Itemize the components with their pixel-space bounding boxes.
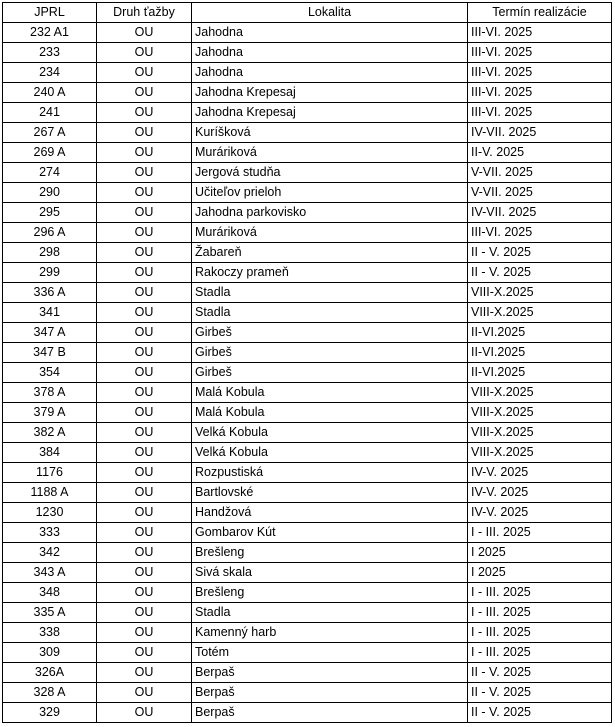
- cell-lokalita: Stadla: [192, 603, 468, 623]
- cell-druh-tazby: OU: [97, 283, 192, 303]
- table-row: [3, 163, 612, 183]
- cell-jprl: 309: [3, 643, 97, 663]
- cell-lokalita: Berpaš: [192, 663, 468, 683]
- table-row: [3, 343, 612, 363]
- cell-jprl: 341: [3, 303, 97, 323]
- cell-lokalita: Rakoczy prameň: [192, 263, 468, 283]
- table-row: [3, 283, 612, 303]
- cell-termin-realizacie: IV-VII. 2025: [468, 123, 612, 143]
- cell-druh-tazby: OU: [97, 123, 192, 143]
- cell-jprl: 354: [3, 363, 97, 383]
- cell-termin-realizacie: VIII-X.2025: [468, 383, 612, 403]
- table-row: [3, 643, 612, 663]
- cell-lokalita: Velká Kobula: [192, 443, 468, 463]
- cell-jprl: 329: [3, 703, 97, 723]
- table-row: [3, 683, 612, 703]
- cell-lokalita: Jahodna Krepesaj: [192, 103, 468, 123]
- cell-druh-tazby: OU: [97, 23, 192, 43]
- cell-druh-tazby: OU: [97, 83, 192, 103]
- table-row: [3, 563, 612, 583]
- cell-termin-realizacie: II-V. 2025: [468, 143, 612, 163]
- cell-jprl: 298: [3, 243, 97, 263]
- cell-termin-realizacie: II - V. 2025: [468, 663, 612, 683]
- cell-druh-tazby: OU: [97, 443, 192, 463]
- cell-termin-realizacie: II-VI.2025: [468, 343, 612, 363]
- table-row: [3, 63, 612, 83]
- cell-termin-realizacie: IV-V. 2025: [468, 503, 612, 523]
- cell-druh-tazby: OU: [97, 523, 192, 543]
- table-row: [3, 223, 612, 243]
- cell-druh-tazby: OU: [97, 423, 192, 443]
- cell-jprl: 326A: [3, 663, 97, 683]
- cell-druh-tazby: OU: [97, 483, 192, 503]
- table-row: [3, 523, 612, 543]
- table-row: [3, 603, 612, 623]
- cell-druh-tazby: OU: [97, 263, 192, 283]
- cell-termin-realizacie: V-VII. 2025: [468, 183, 612, 203]
- cell-jprl: 240 A: [3, 83, 97, 103]
- cell-termin-realizacie: VIII-X.2025: [468, 403, 612, 423]
- cell-lokalita: Žabareň: [192, 243, 468, 263]
- cell-lokalita: Gombarov Kút: [192, 523, 468, 543]
- cell-lokalita: Handžová: [192, 503, 468, 523]
- cell-jprl: 343 A: [3, 563, 97, 583]
- cell-termin-realizacie: IV-V. 2025: [468, 463, 612, 483]
- cell-druh-tazby: OU: [97, 683, 192, 703]
- cell-lokalita: Stadla: [192, 303, 468, 323]
- cell-lokalita: Muráriková: [192, 223, 468, 243]
- cell-termin-realizacie: IV-VII. 2025: [468, 203, 612, 223]
- header-druh-tazby: Druh ťažby: [97, 3, 192, 23]
- cell-druh-tazby: OU: [97, 703, 192, 723]
- cell-termin-realizacie: II - V. 2025: [468, 263, 612, 283]
- cell-druh-tazby: OU: [97, 543, 192, 563]
- table-row: [3, 483, 612, 503]
- table-row: [3, 463, 612, 483]
- table-row: [3, 423, 612, 443]
- cell-jprl: 347 A: [3, 323, 97, 343]
- cell-jprl: 333: [3, 523, 97, 543]
- cell-druh-tazby: OU: [97, 643, 192, 663]
- cell-jprl: 274: [3, 163, 97, 183]
- cell-lokalita: Muráriková: [192, 143, 468, 163]
- cell-druh-tazby: OU: [97, 583, 192, 603]
- harvest-schedule-table: [2, 2, 612, 723]
- cell-lokalita: Rozpustiská: [192, 463, 468, 483]
- cell-jprl: 295: [3, 203, 97, 223]
- cell-termin-realizacie: VIII-X.2025: [468, 303, 612, 323]
- cell-jprl: 234: [3, 63, 97, 83]
- cell-lokalita: Girbeš: [192, 323, 468, 343]
- cell-jprl: 336 A: [3, 283, 97, 303]
- cell-druh-tazby: OU: [97, 663, 192, 683]
- table-row: [3, 363, 612, 383]
- cell-termin-realizacie: II - V. 2025: [468, 243, 612, 263]
- header-row: [3, 3, 612, 23]
- cell-lokalita: Girbeš: [192, 363, 468, 383]
- cell-lokalita: Kuríšková: [192, 123, 468, 143]
- cell-jprl: 348: [3, 583, 97, 603]
- table-row: [3, 143, 612, 163]
- cell-druh-tazby: OU: [97, 103, 192, 123]
- cell-termin-realizacie: II-VI.2025: [468, 323, 612, 343]
- table-row: [3, 583, 612, 603]
- cell-lokalita: Velká Kobula: [192, 423, 468, 443]
- table-row: [3, 403, 612, 423]
- cell-druh-tazby: OU: [97, 563, 192, 583]
- cell-druh-tazby: OU: [97, 163, 192, 183]
- cell-jprl: 379 A: [3, 403, 97, 423]
- cell-jprl: 232 A1: [3, 23, 97, 43]
- cell-lokalita: Jahodna: [192, 23, 468, 43]
- cell-jprl: 338: [3, 623, 97, 643]
- cell-lokalita: Girbeš: [192, 343, 468, 363]
- cell-jprl: 328 A: [3, 683, 97, 703]
- cell-lokalita: Brešleng: [192, 583, 468, 603]
- cell-druh-tazby: OU: [97, 183, 192, 203]
- cell-termin-realizacie: III-VI. 2025: [468, 223, 612, 243]
- cell-lokalita: Sivá skala: [192, 563, 468, 583]
- cell-jprl: 384: [3, 443, 97, 463]
- cell-lokalita: Totém: [192, 643, 468, 663]
- cell-druh-tazby: OU: [97, 363, 192, 383]
- cell-druh-tazby: OU: [97, 463, 192, 483]
- cell-termin-realizacie: III-VI. 2025: [468, 23, 612, 43]
- table-row: [3, 263, 612, 283]
- cell-lokalita: Bartlovské: [192, 483, 468, 503]
- cell-jprl: 342: [3, 543, 97, 563]
- table-row: [3, 303, 612, 323]
- table-row: [3, 623, 612, 643]
- cell-lokalita: Jergová studňa: [192, 163, 468, 183]
- cell-termin-realizacie: III-VI. 2025: [468, 63, 612, 83]
- table-row: [3, 443, 612, 463]
- cell-druh-tazby: OU: [97, 43, 192, 63]
- cell-termin-realizacie: VIII-X.2025: [468, 443, 612, 463]
- cell-lokalita: Učiteľov prieloh: [192, 183, 468, 203]
- cell-jprl: 267 A: [3, 123, 97, 143]
- cell-termin-realizacie: II - V. 2025: [468, 703, 612, 723]
- cell-jprl: 299: [3, 263, 97, 283]
- cell-lokalita: Jahodna parkovisko: [192, 203, 468, 223]
- table-row: [3, 703, 612, 723]
- cell-termin-realizacie: I - III. 2025: [468, 583, 612, 603]
- cell-jprl: 1176: [3, 463, 97, 483]
- cell-jprl: 1230: [3, 503, 97, 523]
- cell-jprl: 382 A: [3, 423, 97, 443]
- table-row: [3, 23, 612, 43]
- cell-druh-tazby: OU: [97, 63, 192, 83]
- table-row: [3, 123, 612, 143]
- header-jprl: JPRL: [3, 3, 97, 23]
- cell-druh-tazby: OU: [97, 243, 192, 263]
- cell-lokalita: Berpaš: [192, 683, 468, 703]
- cell-lokalita: Jahodna: [192, 43, 468, 63]
- table-row: [3, 103, 612, 123]
- cell-jprl: 1188 A: [3, 483, 97, 503]
- cell-termin-realizacie: I 2025: [468, 543, 612, 563]
- cell-jprl: 241: [3, 103, 97, 123]
- cell-lokalita: Berpaš: [192, 703, 468, 723]
- table-row: [3, 83, 612, 103]
- cell-lokalita: Jahodna: [192, 63, 468, 83]
- cell-druh-tazby: OU: [97, 343, 192, 363]
- cell-druh-tazby: OU: [97, 203, 192, 223]
- table-row: [3, 503, 612, 523]
- cell-druh-tazby: OU: [97, 623, 192, 643]
- table-row: [3, 43, 612, 63]
- cell-jprl: 269 A: [3, 143, 97, 163]
- cell-termin-realizacie: II - V. 2025: [468, 683, 612, 703]
- cell-termin-realizacie: IV-V. 2025: [468, 483, 612, 503]
- cell-jprl: 335 A: [3, 603, 97, 623]
- cell-lokalita: Stadla: [192, 283, 468, 303]
- table-row: [3, 663, 612, 683]
- header-termin-realizacie: Termín realizácie: [468, 3, 612, 23]
- cell-druh-tazby: OU: [97, 303, 192, 323]
- cell-termin-realizacie: I - III. 2025: [468, 623, 612, 643]
- cell-druh-tazby: OU: [97, 223, 192, 243]
- cell-termin-realizacie: VIII-X.2025: [468, 283, 612, 303]
- cell-termin-realizacie: I - III. 2025: [468, 603, 612, 623]
- table-row: [3, 183, 612, 203]
- cell-jprl: 233: [3, 43, 97, 63]
- table-row: [3, 543, 612, 563]
- cell-lokalita: Malá Kobula: [192, 383, 468, 403]
- cell-druh-tazby: OU: [97, 603, 192, 623]
- cell-lokalita: Kamenný harb: [192, 623, 468, 643]
- table-body: [3, 23, 612, 723]
- table-row: [3, 323, 612, 343]
- cell-jprl: 347 B: [3, 343, 97, 363]
- header-lokalita: Lokalita: [192, 3, 468, 23]
- cell-termin-realizacie: I - III. 2025: [468, 643, 612, 663]
- cell-termin-realizacie: III-VI. 2025: [468, 103, 612, 123]
- cell-termin-realizacie: III-VI. 2025: [468, 43, 612, 63]
- cell-jprl: 296 A: [3, 223, 97, 243]
- cell-termin-realizacie: I 2025: [468, 563, 612, 583]
- cell-jprl: 378 A: [3, 383, 97, 403]
- cell-druh-tazby: OU: [97, 403, 192, 423]
- cell-jprl: 290: [3, 183, 97, 203]
- cell-termin-realizacie: II-VI.2025: [468, 363, 612, 383]
- table-row: [3, 203, 612, 223]
- cell-lokalita: Malá Kobula: [192, 403, 468, 423]
- cell-termin-realizacie: VIII-X.2025: [468, 423, 612, 443]
- cell-druh-tazby: OU: [97, 143, 192, 163]
- cell-lokalita: Jahodna Krepesaj: [192, 83, 468, 103]
- cell-druh-tazby: OU: [97, 383, 192, 403]
- cell-termin-realizacie: I - III. 2025: [468, 523, 612, 543]
- cell-druh-tazby: OU: [97, 323, 192, 343]
- cell-termin-realizacie: V-VII. 2025: [468, 163, 612, 183]
- table-row: [3, 383, 612, 403]
- cell-lokalita: Brešleng: [192, 543, 468, 563]
- cell-druh-tazby: OU: [97, 503, 192, 523]
- cell-termin-realizacie: III-VI. 2025: [468, 83, 612, 103]
- table-row: [3, 243, 612, 263]
